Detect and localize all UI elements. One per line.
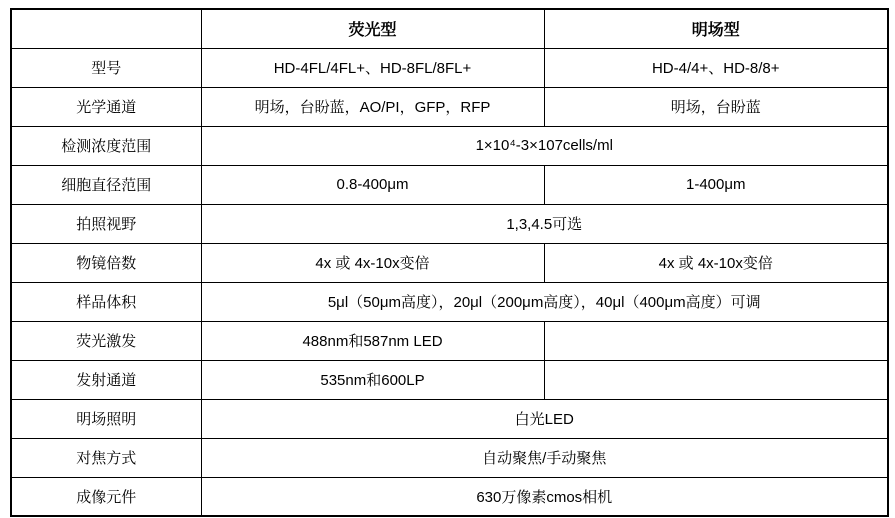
header-cell-empty	[11, 9, 201, 48]
table-row-concentration-range	[11, 126, 888, 165]
cell-merged-value: 630万像素cmos相机	[201, 477, 888, 516]
table-row-brightfield-illumination	[11, 399, 888, 438]
cell-merged-value: 白光LED	[201, 399, 888, 438]
row-label: 样品体积	[11, 282, 201, 321]
table-row-optical-channels	[11, 87, 888, 126]
table-row-sample-volume	[11, 282, 888, 321]
cell-brightfield	[544, 321, 888, 360]
cell-fluorescence: 0.8-400μm	[201, 165, 544, 204]
cell-brightfield: 1-400μm	[544, 165, 888, 204]
table-row-focus-mode	[11, 438, 888, 477]
cell-fluorescence: 明场，台盼蓝，AO/PI，GFP，RFP	[201, 87, 544, 126]
cell-merged-value: 1×10⁴-3×107cells/ml	[201, 126, 888, 165]
row-label: 型号	[11, 48, 201, 87]
header-cell-brightfield: 明场型	[544, 9, 888, 48]
row-label: 光学通道	[11, 87, 201, 126]
spec-comparison-table	[10, 8, 889, 517]
cell-brightfield: 明场，台盼蓝	[544, 87, 888, 126]
table-row-model	[11, 48, 888, 87]
table-row-imaging-sensor	[11, 477, 888, 516]
row-label: 对焦方式	[11, 438, 201, 477]
row-label: 发射通道	[11, 360, 201, 399]
table-row-emission-channel	[11, 360, 888, 399]
row-label: 荧光激发	[11, 321, 201, 360]
header-cell-fluorescence: 荧光型	[201, 9, 544, 48]
cell-brightfield	[544, 360, 888, 399]
cell-fluorescence: 4x 或 4x-10x变倍	[201, 243, 544, 282]
table-row-cell-diameter-range	[11, 165, 888, 204]
table-row-objective-magnification	[11, 243, 888, 282]
cell-brightfield: 4x 或 4x-10x变倍	[544, 243, 888, 282]
table-header-row	[11, 9, 888, 48]
row-label: 检测浓度范围	[11, 126, 201, 165]
row-label: 物镜倍数	[11, 243, 201, 282]
row-label: 明场照明	[11, 399, 201, 438]
table-row-fluorescence-excitation	[11, 321, 888, 360]
cell-merged-value: 1,3,4.5可选	[201, 204, 888, 243]
table-row-photo-fields	[11, 204, 888, 243]
cell-merged-value: 5μl（50μm高度），20μl（200μm高度），40μl（400μm高度）可调	[201, 282, 888, 321]
cell-fluorescence: 535nm和600LP	[201, 360, 544, 399]
row-label: 拍照视野	[11, 204, 201, 243]
cell-brightfield: HD-4/4+、HD-8/8+	[544, 48, 888, 87]
row-label: 细胞直径范围	[11, 165, 201, 204]
cell-fluorescence: HD-4FL/4FL+、HD-8FL/8FL+	[201, 48, 544, 87]
cell-merged-value: 自动聚焦/手动聚焦	[201, 438, 888, 477]
cell-fluorescence: 488nm和587nm LED	[201, 321, 544, 360]
row-label: 成像元件	[11, 477, 201, 516]
